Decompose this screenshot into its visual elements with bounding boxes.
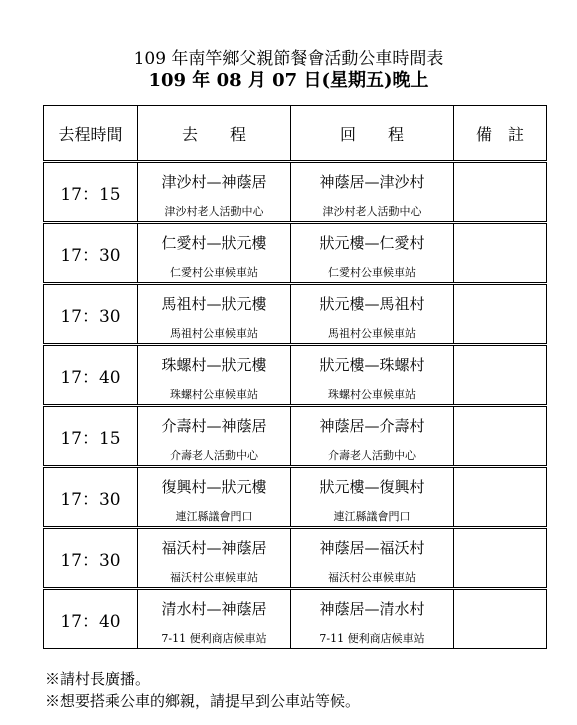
remarks-cell xyxy=(454,406,547,467)
remarks-cell xyxy=(454,223,547,284)
outbound-stop: 連江縣議會門口 xyxy=(175,510,253,523)
return-stop: 福沃村公車候車站 xyxy=(328,571,416,584)
outbound-stop: 介壽老人活動中心 xyxy=(170,449,258,462)
return-stop: 仁愛村公車候車站 xyxy=(328,266,416,279)
outbound-route-label: 馬祖村—狀元樓 xyxy=(161,295,267,313)
return-route xyxy=(291,162,454,223)
departure-time: 17：30 xyxy=(44,528,138,589)
note-broadcast: ※請村長廣播。 xyxy=(45,670,151,688)
return-stop: 津沙村老人活動中心 xyxy=(322,205,422,218)
header-remarks: 備 註 xyxy=(454,106,547,162)
return-route-label: 神蔭居—介壽村 xyxy=(319,417,425,435)
return-route xyxy=(291,223,454,284)
return-route xyxy=(291,345,454,406)
return-route xyxy=(291,284,454,345)
departure-time: 17：15 xyxy=(44,162,138,223)
outbound-stop: 珠螺村公車候車站 xyxy=(170,388,258,401)
outbound-route xyxy=(138,223,291,284)
return-route xyxy=(291,528,454,589)
table-row xyxy=(44,223,547,284)
table-row xyxy=(44,528,547,589)
return-route-label: 狀元樓—仁愛村 xyxy=(319,234,425,252)
outbound-route-label: 復興村—狀元樓 xyxy=(161,478,267,496)
return-stop: 介壽老人活動中心 xyxy=(328,449,416,462)
outbound-route-label: 福沃村—神蔭居 xyxy=(161,539,267,557)
schedule-date: 109 年 08 月 07 日(星期五)晚上 xyxy=(148,70,429,91)
table-row xyxy=(44,589,547,649)
outbound-stop: 仁愛村公車候車站 xyxy=(170,266,258,279)
header-outbound: 去 程 xyxy=(138,106,291,162)
return-stop: 珠螺村公車候車站 xyxy=(328,388,416,401)
return-route-label: 神蔭居—津沙村 xyxy=(319,173,425,191)
outbound-stop: 7-11 便利商店候車站 xyxy=(161,632,267,645)
return-stop: 馬祖村公車候車站 xyxy=(328,327,416,340)
remarks-cell xyxy=(454,528,547,589)
note-arrive-early: ※想要搭乘公車的鄉親，請提早到公車站等候。 xyxy=(45,692,361,710)
notes xyxy=(45,668,360,712)
outbound-stop: 福沃村公車候車站 xyxy=(170,571,258,584)
return-stop: 連江縣議會門口 xyxy=(333,510,411,523)
return-route-label: 狀元樓—馬祖村 xyxy=(319,295,425,313)
outbound-route xyxy=(138,284,291,345)
outbound-route xyxy=(138,162,291,223)
header-return: 回 程 xyxy=(291,106,454,162)
return-route xyxy=(291,406,454,467)
departure-time: 17：30 xyxy=(44,223,138,284)
return-route xyxy=(291,467,454,528)
departure-time: 17：40 xyxy=(44,589,138,649)
return-route-label: 神蔭居—清水村 xyxy=(319,600,425,618)
header-time: 去程時間 xyxy=(44,106,138,162)
table-row xyxy=(44,467,547,528)
remarks-cell xyxy=(454,589,547,649)
remarks-cell xyxy=(454,284,547,345)
outbound-route-label: 清水村—神蔭居 xyxy=(161,600,267,618)
return-route-label: 狀元樓—復興村 xyxy=(319,478,425,496)
table-row xyxy=(44,162,547,223)
departure-time: 17：30 xyxy=(44,467,138,528)
outbound-route-label: 仁愛村—狀元樓 xyxy=(161,234,267,252)
outbound-route xyxy=(138,467,291,528)
return-route xyxy=(291,589,454,649)
outbound-route-label: 津沙村—神蔭居 xyxy=(161,173,267,191)
table-row xyxy=(44,406,547,467)
schedule-title: 109 年南竿鄉父親節餐會活動公車時間表 xyxy=(133,49,444,69)
outbound-stop: 馬祖村公車候車站 xyxy=(170,327,258,340)
outbound-route xyxy=(138,589,291,649)
remarks-cell xyxy=(454,467,547,528)
return-route-label: 狀元樓—珠螺村 xyxy=(319,356,425,374)
departure-time: 17：40 xyxy=(44,345,138,406)
outbound-stop: 津沙村老人活動中心 xyxy=(164,205,264,218)
departure-time: 17：15 xyxy=(44,406,138,467)
return-stop: 7-11 便利商店候車站 xyxy=(319,632,425,645)
outbound-route-label: 珠螺村—狀元樓 xyxy=(161,356,267,374)
remarks-cell xyxy=(454,162,547,223)
outbound-route-label: 介壽村—神蔭居 xyxy=(161,417,267,435)
outbound-route xyxy=(138,528,291,589)
remarks-cell xyxy=(454,345,547,406)
return-route-label: 神蔭居—福沃村 xyxy=(319,539,425,557)
table-row xyxy=(44,284,547,345)
table-row xyxy=(44,345,547,406)
outbound-route xyxy=(138,345,291,406)
outbound-route xyxy=(138,406,291,467)
header-row xyxy=(44,106,547,162)
schedule-table xyxy=(43,105,547,649)
departure-time: 17：30 xyxy=(44,284,138,345)
